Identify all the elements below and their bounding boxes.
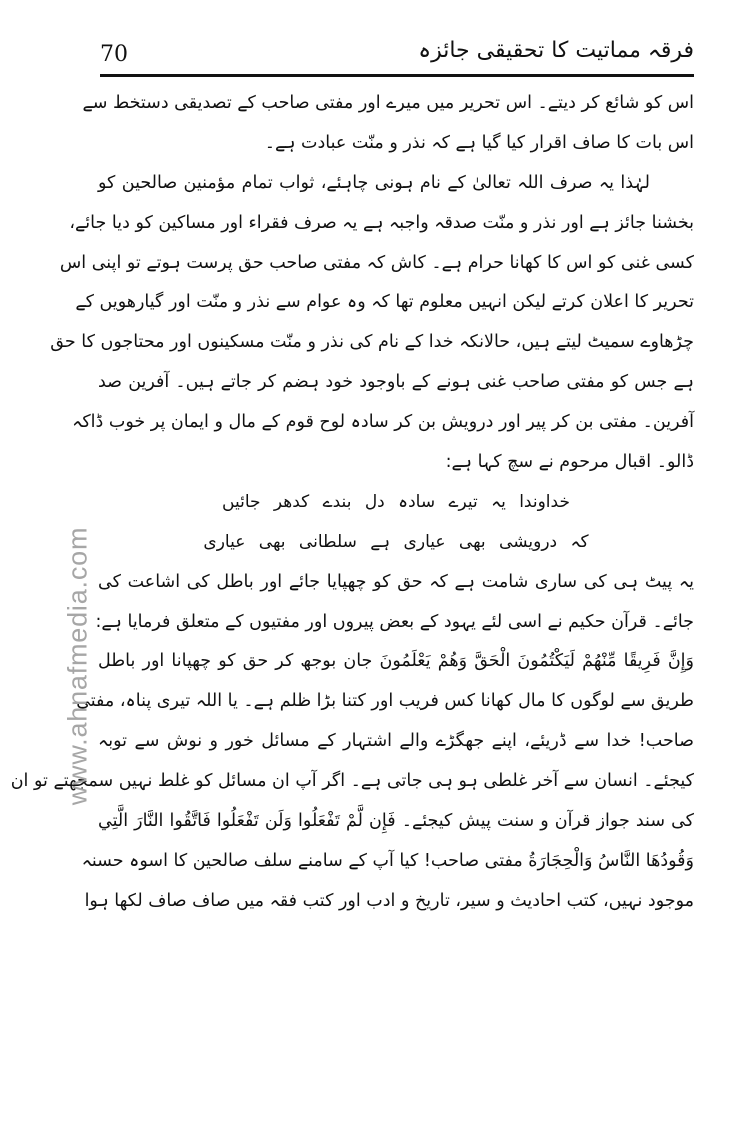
text-line: طریق سے لوگوں کا مال کھانا کس فریب اور کتنا بڑا ظلم ہے۔ یا اللہ تیری پناہ، مفتی: [76, 691, 694, 712]
text-line: یہ پیٹ ہی کی ساری شامت ہے کہ حق کو چھپایا جائے اور باطل کی اشاعت کی: [98, 571, 694, 592]
page-header: [100, 38, 694, 72]
text-line: اس کو شائع کر دیتے۔ اس تحریر میں میرے اور مفتی صاحب کے تصدیقی دستخط سے: [82, 93, 694, 113]
text-line: چڑھاوے سمیٹ لیتے ہیں، حالانکہ خدا کے نام کی نذر و منّت مسکینوں اور محتاجوں کا حق: [50, 332, 694, 353]
running-title: فرقہ مماتیت کا تحقیقی جائزہ: [418, 38, 694, 63]
verse-line: خداوندا یہ تیرے سادہ دل بندے کدھر جائیں: [222, 491, 570, 512]
header-rule: [100, 74, 694, 77]
text-line: موجود نہیں، کتب احادیث و سیر، تاریخ و ادب اور کتب فقہ میں صاف صاف لکھا ہوا: [84, 890, 694, 911]
text-line: وَإِنَّ فَرِيقًا مِّنْهُمْ لَيَكْتُمُونَ الْحَقَّ وَهُمْ يَعْلَمُونَ جان بوجھ کر حق کو چھپانا اور باطل: [98, 651, 694, 672]
text-line: تحریر کا اعلان کرتے لیکن انہیں معلوم تھا کہ وہ عوام سے نذر و منّت اور گیارھویں کے: [75, 292, 694, 313]
text-line: بخشنا جائز ہے اور نذر و منّت صدقہ واجبہ ہے یہ صرف فقراء اور مساکین کو دیا جائے،: [69, 212, 694, 233]
text-line: جائے۔ قرآن حکیم نے اسی لئے یہود کے بعض پیروں اور مفتیوں کے متعلق فرمایا ہے:: [95, 611, 694, 632]
page-number: 70: [100, 42, 128, 67]
text-line: صاحب! خدا سے ڈریئے، اپنے جھگڑے والے اشتہار کے مسائل خور و نوش سے توبہ: [98, 731, 694, 752]
text-line: کیجئے۔ انسان سے آخر غلطی ہو ہی جاتی ہے۔ اگر آپ ان مسائل کو غلط نہیں سمجھتے تو ان: [10, 771, 694, 792]
text-line: کی سند جواز قرآن و سنت پیش کیجئے۔ فَإِن لَّمْ تَفْعَلُوا وَلَن تَفْعَلُوا فَاتَّقُوا النَّارَ الَّتِي: [98, 811, 694, 832]
verse-line: کہ درویشی بھی عیاری ہے سلطانی بھی عیاری: [203, 531, 589, 552]
text-line: ہے جس کو مفتی صاحب غنی ہونے کے باوجود خود ہضم کر جاتے ہیں۔ آفرین صد: [98, 372, 694, 393]
text-line: اس بات کا صاف اقرار کیا گیا ہے کہ نذر و منّت عبادت ہے۔: [264, 132, 694, 153]
text-line: لہٰذا یہ صرف اللہ تعالیٰ کے نام ہونی چاہئے، ثواب تمام مؤمنین صالحین کو: [98, 172, 650, 193]
text-line: آفرین۔ مفتی بن کر پیر اور درویش بن کر سادہ لوح قوم کے مال و ایمان پر خوب ڈاکہ: [72, 412, 694, 433]
text-line: وَقُودُهَا النَّاسُ وَالْحِجَارَةُ مفتی صاحب! کیا آپ کے سامنے سلف صالحین کا اسوہ حسنہ: [81, 850, 694, 871]
text-line: کسی غنی کو اس کا کھانا حرام ہے۔ کاش کہ مفتی صاحب حق پرست ہوتے تو اپنی اس: [59, 252, 694, 273]
text-line: ڈالو۔ اقبال مرحوم نے سچ کہا ہے:: [445, 452, 694, 473]
watermark: www.ahnafmedia.com: [62, 526, 93, 806]
